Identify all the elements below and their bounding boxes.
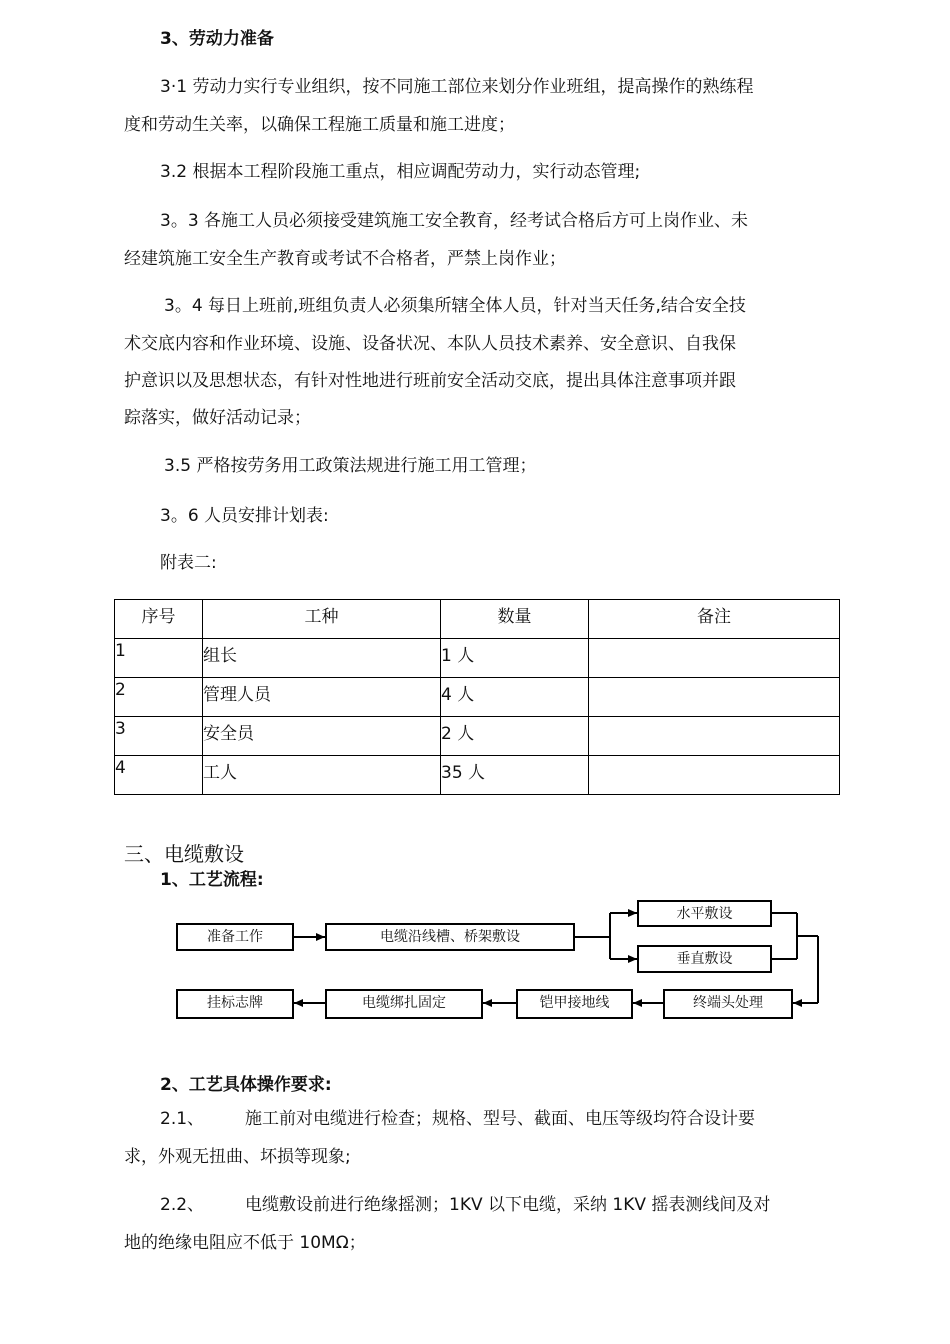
cell-trade: 管理人员 xyxy=(203,685,271,705)
cell-quantity: 4 人 xyxy=(441,685,475,705)
flow-box-horizontal: 水平敷设 xyxy=(637,900,772,927)
header-index: 序号 xyxy=(141,607,176,627)
cell-trade: 工人 xyxy=(203,763,237,783)
cell-trade: 组长 xyxy=(203,646,237,666)
paragraph-3-3-line2: 经建筑施工安全生产教育或考试不合格者，严禁上岗作业； xyxy=(124,249,566,269)
paragraph-3-4-line1: 3。4 每日上班前,班组负责人必须集所辖全体人员，针对当天任务,结合安全技 xyxy=(164,296,746,316)
section-heading-cable: 三、电缆敷设 xyxy=(124,842,244,866)
paragraph-2-1-line2: 求，外观无扭曲、坏损等现象; xyxy=(124,1147,351,1167)
flow-box-lay: 电缆沿线槽、桥架敷设 xyxy=(325,923,575,951)
paragraph-3-4-line4: 踪落实，做好活动记录； xyxy=(124,408,311,428)
paragraph-3-4-line3: 护意识以及思想状态，有针对性地进行班前安全活动交底，提出具体注意事项并跟 xyxy=(124,371,736,391)
paragraph-2-2-line2: 地的绝缘电阻应不低于 10MΩ； xyxy=(124,1233,366,1253)
flow-box-terminal: 终端头处理 xyxy=(663,989,793,1019)
cell-index: 3 xyxy=(115,719,126,739)
paragraph-3-5: 3.5 严格按劳务用工政策法规进行施工用工管理； xyxy=(164,456,537,476)
appendix-label: 附表二: xyxy=(160,553,217,573)
header-remarks: 备注 xyxy=(697,607,731,627)
header-quantity: 数量 xyxy=(497,607,532,627)
paragraph-2-2-line1: 电缆敷设前进行绝缘摇测；1KV 以下电缆，采纳 1KV 摇表测线间及对 xyxy=(245,1195,771,1215)
flow-box-vertical: 垂直敷设 xyxy=(637,945,772,973)
cell-index: 2 xyxy=(115,680,126,700)
subheading-operation-requirements: 2、工艺具体操作要求: xyxy=(160,1075,332,1095)
paragraph-2-1-line1: 施工前对电缆进行检查；规格、型号、截面、电压等级均符合设计要 xyxy=(245,1109,755,1129)
cell-quantity: 2 人 xyxy=(441,724,475,744)
paragraph-3-2: 3.2 根据本工程阶段施工重点，相应调配劳动力，实行动态管理; xyxy=(160,162,641,182)
paragraph-3-1-line1: 3·1 劳动力实行专业组织，按不同施工部位来划分作业班组，提高操作的熟练程 xyxy=(160,77,754,97)
flow-box-tag: 挂标志牌 xyxy=(176,989,294,1019)
cell-index: 1 xyxy=(115,641,126,661)
paragraph-2-1-number: 2.1、 xyxy=(160,1109,205,1129)
cell-index: 4 xyxy=(115,758,126,778)
section-heading-labor: 3、劳动力准备 xyxy=(160,29,274,49)
paragraph-3-1-line2: 度和劳动生关率，以确保工程施工质量和施工进度； xyxy=(124,115,515,135)
flow-box-bind: 电缆绑扎固定 xyxy=(325,989,483,1019)
cell-quantity: 35 人 xyxy=(441,763,486,783)
paragraph-3-4-line2: 术交底内容和作业环境、设施、设备状况、本队人员技术素养、安全意识、自我保 xyxy=(124,334,736,354)
paragraph-3-6: 3。6 人员安排计划表: xyxy=(160,506,329,526)
cell-trade: 安全员 xyxy=(203,724,254,744)
subheading-process-flow: 1、工艺流程: xyxy=(160,870,264,890)
cell-quantity: 1 人 xyxy=(441,646,475,666)
paragraph-2-2-number: 2.2、 xyxy=(160,1195,205,1215)
paragraph-3-3-line1: 3。3 各施工人员必须接受建筑施工安全教育，经考试合格后方可上岗作业、未 xyxy=(160,211,749,231)
flow-box-ground: 铠甲接地线 xyxy=(516,989,633,1019)
header-trade: 工种 xyxy=(304,607,339,627)
flow-box-prep: 准备工作 xyxy=(176,923,294,951)
